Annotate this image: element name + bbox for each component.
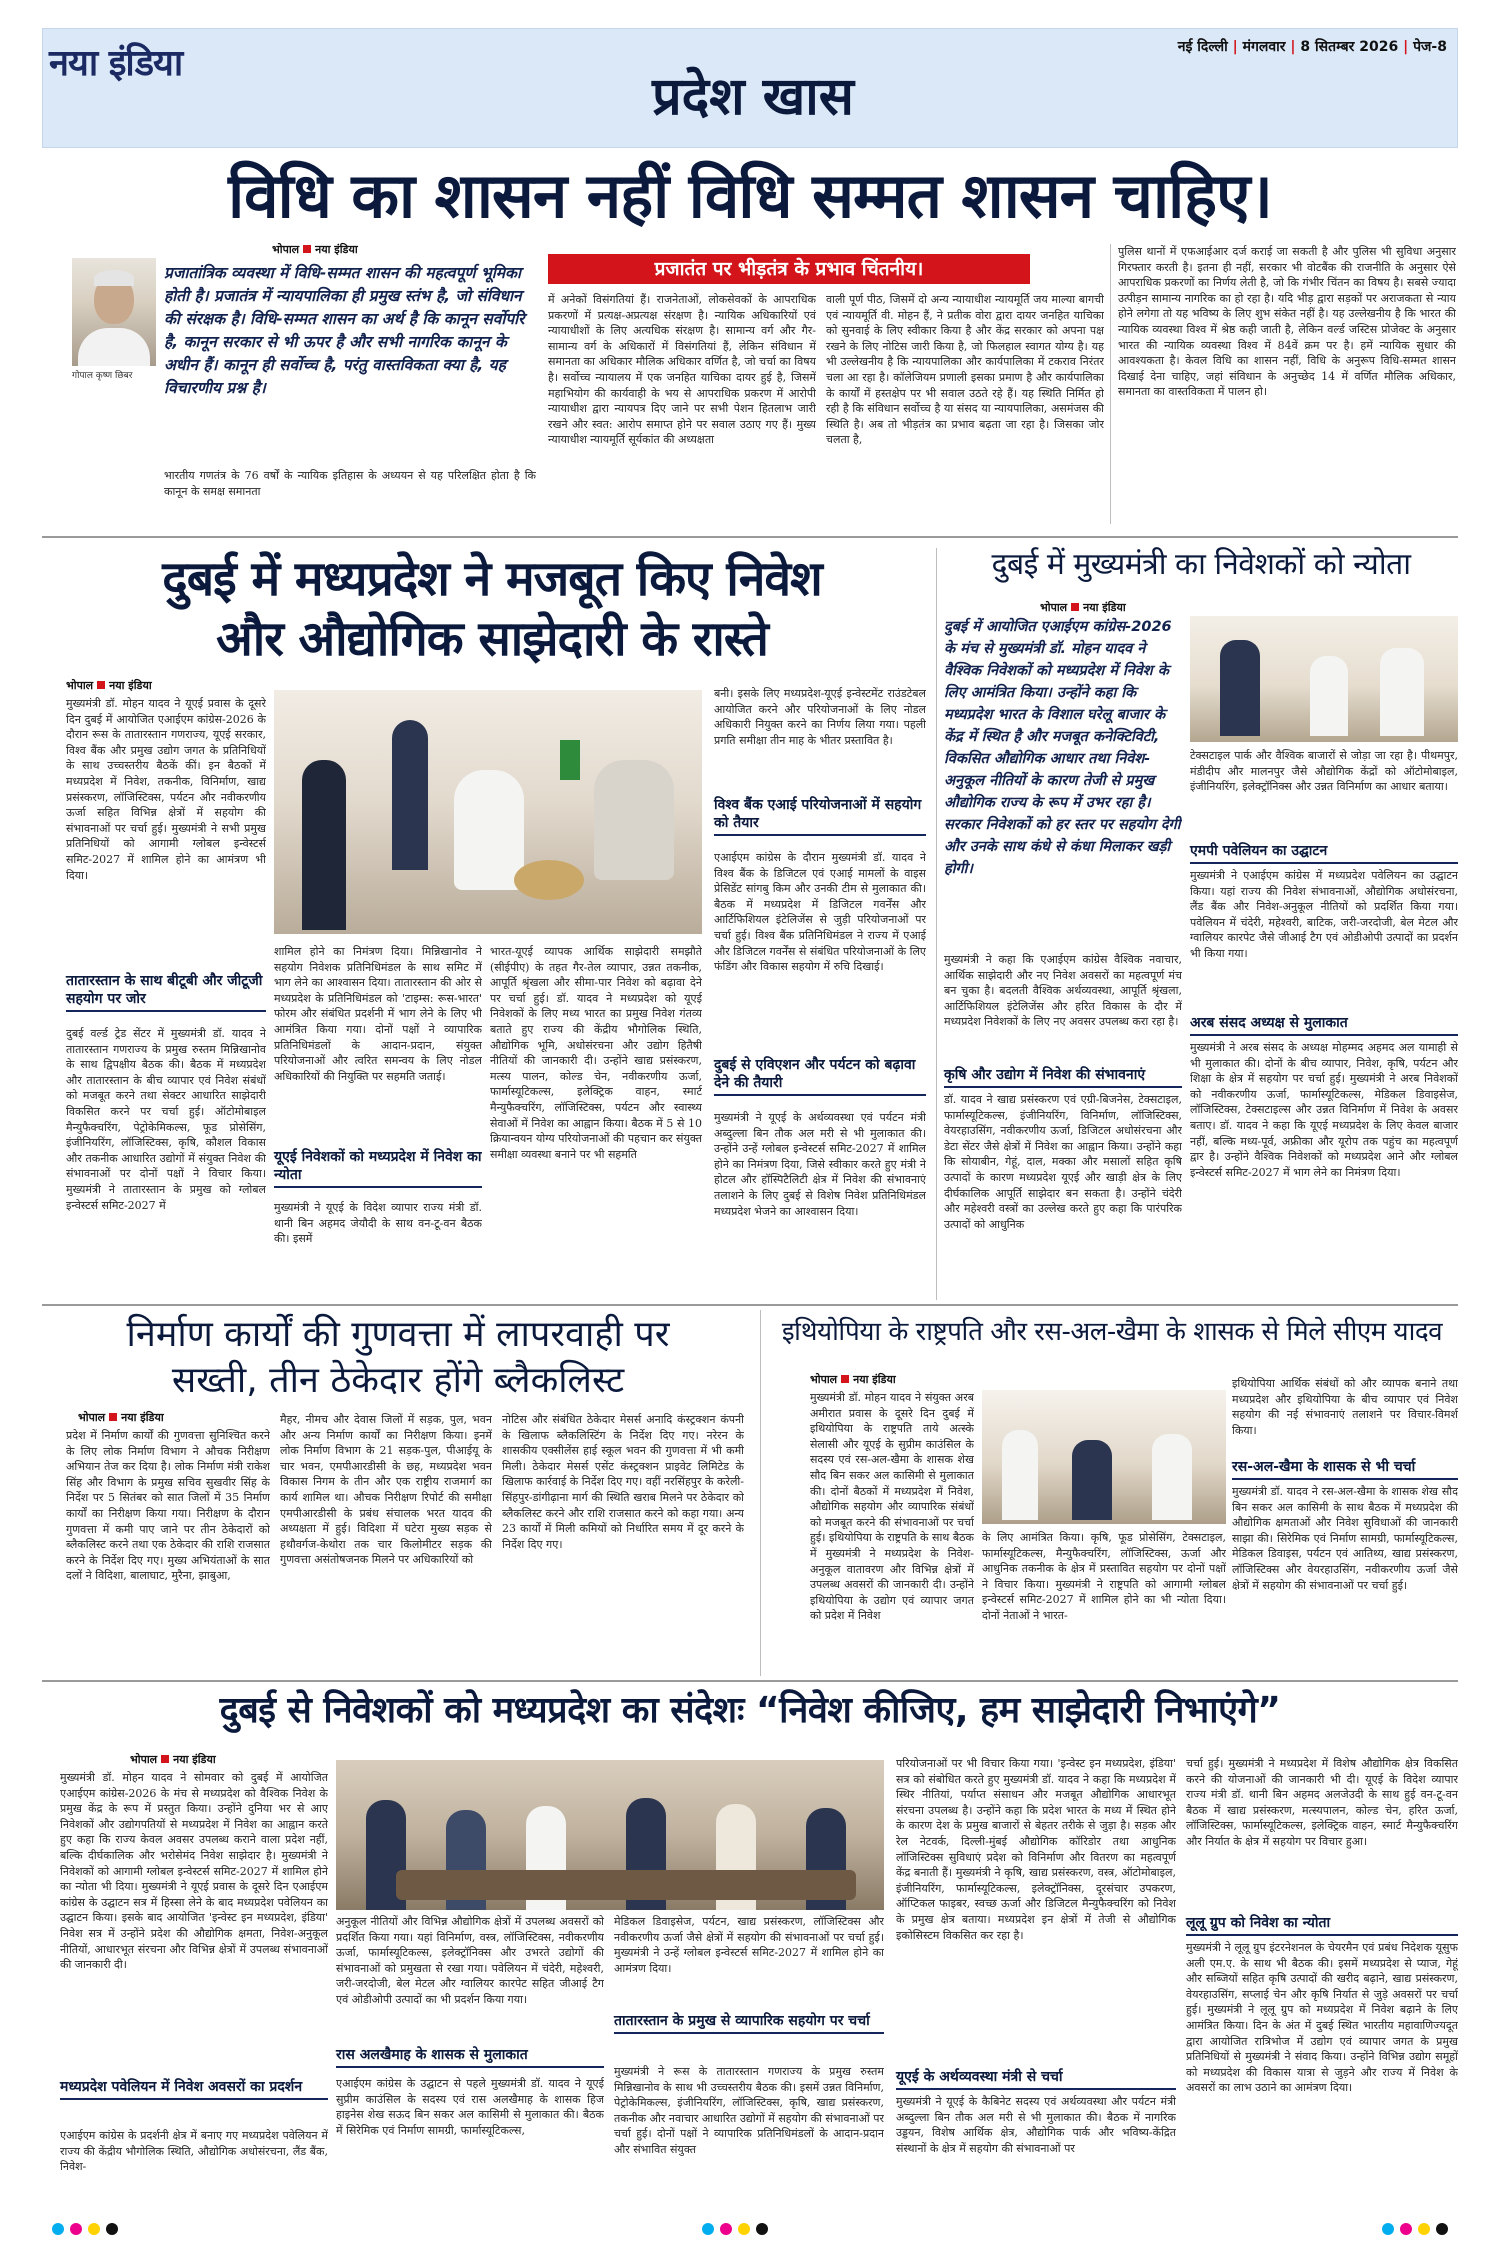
a3-col2c: मुख्यमंत्री ने अरब संसद के अध्यक्ष मोहम्मद अहमद अल यामाही से भी मुलाकात की। दोनों के बीच व्यापार, निवेश, कृषि, पर्यटन और शिक्षा के क्षेत्र में सहयोग पर चर्चा हुई। मुख्यमंत्री ने अरब निवेशकों को नवीकरणीय ऊर्जा, फार्मास्यूटिकल्स, मेडिकल डिवाइसेज, लॉजिस्टिक्स, टेक्सटाइल्स और उन्नत विनिर्माण में निवेश के अवसर बताए। डॉ. यादव ने कहा कि यूएई मध्यप्रदेश के लिए केवल बाजार नहीं, बल्कि मध्य-पूर्व, अफ्रीका और यूरोप तक पहुंच का महत्वपूर्ण द्वार है। उन्होंने वैश्विक निवेशकों को मध्यप्रदेश आने और ग्लोबल इन्वेस्टर्स समिट-2027 में भाग लेने का निमंत्रण दिया। [1190,1041,1458,1179]
a2-place: भोपाल [66,679,94,692]
a6-col1b: एआईएम कांग्रेस के प्रदर्शनी क्षेत्र में बनाए गए मध्यप्रदेश पवेलियन में राज्य की केंद्रीय भौगोलिक स्थिति, औद्योगिक अधोसंरचना, लैंड बैंक, निवेश- [60,2129,328,2174]
a1-place: भोपाल [272,243,300,256]
a6-col3: मेडिकल डिवाइसेज, पर्यटन, खाद्य प्रसंस्करण, लॉजिस्टिक्स और नवीकरणीय ऊर्जा जैसे क्षेत्रों में सहयोग की संभावनाओं पर चर्चा हुई। मुख्यमंत्री ने उन्हें ग्लोबल इन्वेस्टर्स समिट-2027 में शामिल होने का आमंत्रण दिया। [614,1915,884,1975]
print-registration-strip [42,2222,1458,2236]
a3-byline [1040,600,1126,615]
a5-headline: इथियोपिया के राष्ट्रपति और रस-अल-खैमा के शासक से मिले सीएम यादव [781,1317,1443,1347]
a6-agency: नया इंडिया [173,1753,216,1766]
a5-col1: मुख्यमंत्री डॉ. मोहन यादव ने संयुक्त अरब अमीरात प्रवास के दूसरे दिन दुबई में इथियोपिया के राष्ट्रपति ताये अत्स्के सेलासी और यूएई के सुप्रीम काउंसिल के सदस्य एवं रस-अल-खैमा के शासक शेख सौद बिन सकर अल कासिमी से मुलाकात की। दोनों बैठकों में मध्यप्रदेश में निवेश, औद्योगिक सहयोग और व्यापारिक संबंधों को मजबूत करने की संभावनाओं पर चर्चा हुई। इथियोपिया के राष्ट्रपति के साथ बैठक में मुख्यमंत्री ने मध्यप्रदेश के निवेश-अनुकूल वातावरण और विभिन्न क्षेत्रों में उपलब्ध अवसरों की जानकारी दी। उन्होंने इथियोपिया के उद्योग एवं व्यापार जगत को प्रदेश में निवेश [810,1391,974,1623]
a1-col2: में अनेकों विसंगतियां हैं। राजनेताओं, लोकसेवकों के आपराधिक प्रकरणों में प्रत्यक्ष-अप्रत्यक्ष संरक्षण है। न्यायिक अधिकारियों एवं न्यायाधीशों के लिए अत्यधिक संरक्षण है। सामान्य वर्ग और गैर-सामान्य वर्ग के अधिकारों में विसंगतियां हैं, लेकिन संविधान में समानता का अधिकार मौलिक अधिकार वर्णित है, जो चर्चा का विषय है। सर्वोच्च न्यायालय में एक जनहित याचिका दायर हुई है, जिसमें महाभियोग की कार्यवाही के भय से आपराधिक प्रकरण में आरोपी न्यायाधीश द्वारा न्यायपत्र दिए जाने पर सभी पेशन हितलाभ जारी रखने और स्वत: आरोप समाप्त होने पर सवाल उठाए गए हैं। मुख्य न्यायाधीश न्यायमूर्ति सूर्यकांत की अध्यक्षता [548,293,816,447]
a4-col2: मैहर, नीमच और देवास जिलों में सड़क, पुल, भवन और अन्य निर्माण कार्यों का निरीक्षण किया। इनमें लोक निर्माण विभाग के 21 सड़क-पुल, पीआईयू के चार भवन, एमपीआरडीसी के छह, मध्यप्रदेश भवन विकास निगम के तीन और एक राष्ट्रीय राजमार्ग का कार्य शामिल था। औचक निरीक्षण रिपोर्ट की समीक्षा एमपीआरडीसी के प्रबंध संचालक भरत यादव की अध्यक्षता में हुई। विदिशा में घटेरा मुख्य सड़क से हथौवर्गज-केथोरा तक चार किलोमीटर सड़क की गुणवत्ता असंतोषजनक मिलने पर अधिकारियों को [280,1413,492,1567]
registration-dot [88,2223,100,2235]
a4-byline [78,1410,164,1425]
a4-headline-line1: निर्माण कार्यों की गुणवत्ता में लापरवाही पर [126,1314,670,1355]
a3-agency: नया इंडिया [1083,601,1126,614]
a6-headline: दुबई से निवेशकों को मध्यप्रदेश का संदेशः “निवेश कीजिए, हम साझेदारी निभाएंगे” [219,1690,1281,1731]
a2-sub1: तातारस्तान के साथ बीटूबी और जीटूजी सहयोग पर जोर [66,972,266,1012]
registration-dot [1400,2223,1412,2235]
a6-col3b: मुख्यमंत्री ने रूस के तातारस्तान गणराज्य के प्रमुख रुस्तम मिन्निखानोव के साथ भी उच्चस्तरीय बैठक की। इसमें उन्नत विनिर्माण, पेट्रोकेमिकल्स, इंजीनियरिंग, लॉजिस्टिक्स, कृषि, खाद्य प्रसंस्करण, तकनीक और नवाचार आधारित उद्योगों में सहयोग की संभावनाओं पर चर्चा हुई। दोनों पक्षों ने व्यापारिक प्रतिनिधिमंडलों के आदान-प्रदान और संभावित संयुक्त [614,2065,884,2156]
registration-dot [70,2223,82,2235]
dateline-city: नई दिल्ली [1177,39,1228,55]
a6-sub5: लूलू ग्रुप को निवेश का न्योता [1186,1914,1458,1936]
a1-byline [272,242,358,257]
registration-dot [52,2223,64,2235]
registration-dot [106,2223,118,2235]
section-title: प्रदेश खास [652,67,854,127]
a6-sub3: तातारस्तान के प्रमुख से व्यापारिक सहयोग पर चर्चा [614,2012,884,2034]
a3-quote: दुबई में आयोजित एआईएम कांग्रेस-2026 के मंच से मुख्यमंत्री डॉ. मोहन यादव ने वैश्विक निवेशकों को मध्यप्रदेश में निवेश के लिए आमंत्रित किया। उन्होंने कहा कि मध्यप्रदेश भारत के विशाल घरेलू बाजार के केंद्र में स्थित है और मजबूत कनेक्टिविटी, विकसित औद्योगिक आधार तथा निवेश-अनुकूल नीतियों के कारण तेजी से प्रमुख औद्योगिक राज्य के रूप में उभर रहा है। सरकार निवेशकों को हर स्तर पर सहयोग देगी और उनके साथ कंधे से कंधा मिलाकर खड़ी होगी। [944,619,1181,877]
divider [42,1304,1458,1306]
a5-byline [810,1372,896,1387]
a1-strap: प्रजातंत पर भीड़तंत्र के प्रभाव चिंतनीय। [548,254,1030,284]
a3-sub2: एमपी पवेलियन का उद्घाटन [1190,842,1458,864]
a2-col4c: मुख्यमंत्री ने यूएई के अर्थव्यवस्था एवं पर्यटन मंत्री अब्दुल्ला बिन तौक अल मरी से भी मुलाकात की। उन्होंने उन्हें ग्लोबल इन्वेस्टर्स समिट-2027 में शामिल होने का निमंत्रण दिया, जिसे स्वीकार करते हुए मंत्री ने होटल और हॉस्पिटैलिटी क्षेत्र में निवेश की संभावनाएं तलाशने के लिए दुबई से विशेष निवेश प्रतिनिधिमंडल मध्यप्रदेश भेजने का आश्वासन दिया। [714,1111,926,1218]
a1-headline: विधि का शासन नहीं विधि सम्मत शासन चाहिए। [228,159,1272,232]
paper-logo: नया इंडिया [49,43,183,84]
a6-sub4: यूएई के अर्थव्यवस्था मंत्री से चर्चा [896,2068,1176,2090]
registration-dot [1436,2223,1448,2235]
a2-col1: मुख्यमंत्री डॉ. मोहन यादव ने यूएई प्रवास के दूसरे दिन दुबई में आयोजित एआईएम कांग्रेस-2026 के दौरान रूस के तातारस्तान गणराज्य, यूएई सरकार, विश्व बैंक और प्रमुख उद्योग जगत के प्रतिनिधियों के साथ उच्चस्तरीय बैठकें कीं। इन बैठकों में मध्यप्रदेश में निवेश, तकनीक, विनिर्माण, खाद्य प्रसंस्करण, लॉजिस्टिक्स, पर्यटन और नवीकरणीय ऊर्जा सहित विभिन्न क्षेत्रों में सहयोग की संभावनाओं पर चर्चा हुई। मुख्यमंत्री ने सभी प्रमुख प्रतिनिधियों को आगामी ग्लोबल इन्वेस्टर्स समिट-2027 में शामिल होने का आमंत्रण भी दिया। [66,697,266,882]
a2-col3: भारत-यूएई व्यापक आर्थिक साझेदारी समझौते (सीईपीए) के तहत गैर-तेल व्यापार, उन्नत तकनीक, आपूर्ति श्रृंखला और सीमा-पार निवेश को बढ़ावा देने पर चर्चा हुई। डॉ. यादव ने मध्यप्रदेश को यूएई निवेशकों के लिए मध्य भारत का प्रमुख निवेश गंतव्य बताते हुए राज्य की केंद्रीय भौगोलिक स्थिति, औद्योगिक भूमि, अधोसंरचना और उद्योग हितैषी नीतियों की जानकारी दी। उन्होंने खाद्य प्रसंस्करण, मत्स्य पालन, कोल्ड चेन, नवीकरणीय ऊर्जा, फार्मास्यूटिकल्स, इलेक्ट्रिक वाहन, स्मार्ट मैन्युफैक्चरिंग, लॉजिस्टिक्स, पर्यटन और स्वास्थ्य सेवाओं में निवेश का आह्वान किया। बैठक में 5 से 10 क्रियान्वयन योग्य परियोजनाओं की पहचान कर संयुक्त समीक्षा व्यवस्था बनाने पर भी सहमति [490,945,702,1161]
dateline-day: मंगलवार [1242,39,1286,55]
a3-photo-meeting [1190,616,1458,742]
a3-sub1: कृषि और उद्योग में निवेश की संभावनाएं [944,1066,1182,1088]
a1-col1: भारतीय गणतंत्र के 76 वर्षों के न्यायिक इतिहास के अध्ययन से यह परिलक्षित होता है कि कानून के समक्ष समानता [164,469,536,498]
a6-sub1: मध्यप्रदेश पवेलियन में निवेश अवसरों का प्रदर्शन [60,2078,328,2100]
a6-col5b: मुख्यमंत्री ने लूलू ग्रुप इंटरनेशनल के चेयरमैन एवं प्रबंध निदेशक यूसुफ अली एम.ए. के साथ भी बैठक की। इसमें मध्यप्रदेश से प्याज, गेहूं और सब्जियों सहित कृषि उत्पादों की खरीद बढ़ाने, खाद्य प्रसंस्करण, वेयरहाउसिंग, सप्लाई चेन और कृषि निर्यात से जुड़े अवसरों पर चर्चा हुई। मुख्यमंत्री ने लूलू ग्रुप को मध्यप्रदेश में निवेश बढ़ाने के लिए आमंत्रित किया। दिन के अंत में दुबई स्थित भारतीय महावाणिज्यदूत द्वारा आयोजित रात्रिभोज में उद्योग एवं व्यापार जगत के प्रमुख प्रतिनिधियों से मुख्यमंत्री ने संवाद किया। उन्होंने विभिन्न उद्योग समूहों को मध्यप्रदेश की विकास यात्रा से जुड़ने और राज्य में निवेश के अवसरों का लाभ उठाने का आमंत्रण दिया। [1186,1941,1458,2095]
a5-agency: नया इंडिया [853,1373,896,1386]
a2-sub4: दुबई से एविएशन और पर्यटन को बढ़ावा देने की तैयारी [714,1056,926,1096]
a1-photo-caption: गोपाल कृष्ण छिबर [72,371,133,381]
a2-col4b: एआईएम कांग्रेस के दौरान मुख्यमंत्री डॉ. यादव ने विश्व बैंक के डिजिटल एवं एआई मामलों के वाइस प्रेसिडेंट सांगबु किम और उनकी टीम से मुलाकात की। बैठक में मध्यप्रदेश में डिजिटल गवर्नेंस और आर्टिफिशियल इंटेलिजेंस से जुड़ी परियोजनाओं पर चर्चा हुई। विश्व बैंक प्रतिनिधिमंडल ने राज्य में एआई और डिजिटल गवर्नेंस से संबंधित परियोजनाओं के लिए फंडिंग और विकास सहयोग में रुचि दिखाई। [714,851,926,974]
a2-col4: बनी। इसके लिए मध्यप्रदेश-यूएई इन्वेस्टमेंट राउंडटेबल आयोजित करने और परियोजनाओं के लिए नोडल अधिकारी नियुक्त करने का निर्णय लिया गया। पहली प्रगति समीक्षा तीन माह के भीतर प्रस्तावित है। [714,687,926,747]
registration-dot [738,2223,750,2235]
a2-photo-meeting [274,690,702,934]
registration-dot [1418,2223,1430,2235]
a1-agency: नया इंडिया [315,243,358,256]
a4-agency: नया इंडिया [121,1411,164,1424]
registration-dot [1382,2223,1394,2235]
a2-agency: नया इंडिया [109,679,152,692]
a6-col4b: मुख्यमंत्री ने यूएई के कैबिनेट सदस्य एवं अर्थव्यवस्था और पर्यटन मंत्री अब्दुल्ला बिन तौक अल मरी से भी मुलाकात की। बैठक में नागरिक उड्डयन, विशेष आर्थिक क्षेत्र, औद्योगिक पार्क और भविष्य-केंद्रित संस्थानों के क्षेत्र में सहयोग की संभावनाओं पर [896,2095,1176,2155]
divider [42,536,1458,538]
registration-dot [720,2223,732,2235]
a2-col2b: मुख्यमंत्री ने यूएई के विदेश व्यापार राज्य मंत्री डॉ. थानी बिन अहमद जेयौदी के साथ वन-टू-वन बैठक की। इसमें [274,1201,482,1246]
dateline-date: 8 सितम्बर 2026 [1300,39,1399,55]
a4-place: भोपाल [78,1411,106,1424]
a5-photo-meeting [982,1390,1226,1524]
registration-dot [756,2223,768,2235]
masthead [42,28,1458,148]
a5-col2b: मुख्यमंत्री डॉ. यादव ने रस-अल-खैमा के शासक शेख सौद बिन सकर अल कासिमी के साथ बैठक में मध्यप्रदेश की औद्योगिक क्षमताओं और निवेश सुविधाओं की जानकारी साझा की। सिरेमिक एवं निर्माण सामग्री, फार्मास्यूटिकल्स, मेडिकल डिवाइस, पर्यटन एवं आतिथ्य, खाद्य प्रसंस्करण, लॉजिस्टिक्स और वेयरहाउसिंग, नवीकरणीय ऊर्जा जैसे क्षेत्रों में सहयोग की संभावनाओं पर चर्चा हुई। [1232,1485,1458,1592]
a3-col1b: डॉ. यादव ने खाद्य प्रसंस्करण एवं एग्री-बिजनेस, टेक्सटाइल, फार्मास्यूटिकल्स, इंजीनियरिंग, विनिर्माण, लॉजिस्टिक्स, वेयरहाउसिंग, नवीकरणीय ऊर्जा, डिजिटल अधोसंरचना और डेटा सेंटर जैसे क्षेत्रों में निवेश का आह्वान किया। उन्होंने कहा कि सोयाबीन, गेहूं, दाल, मक्का और मसालों सहित कृषि उत्पादों के कारण मध्यप्रदेश यूएई और खाड़ी क्षेत्र के लिए दीर्घकालिक आपूर्ति साझेदार बन सकता है। उन्होंने चंदेरी और महेश्वरी वस्त्रों का उल्लेख करते हुए कहा कि पारंपरिक उत्पादों को आधुनिक [944,1093,1182,1231]
divider [42,1680,1458,1682]
a6-col2b: एआईएम कांग्रेस के उद्घाटन से पहले मुख्यमंत्री डॉ. यादव ने यूएई सुप्रीम काउंसिल के सदस्य एवं रास अलखैमाह के शासक हिज हाइनेस शेख सऊद बिन सकर अल कासिमी से मुलाकात की। बैठक में सिरेमिक एवं निर्माण सामग्री, फार्मास्यूटिकल्स, [336,2077,604,2137]
a1-author-photo [72,258,156,366]
a6-byline [130,1752,216,1767]
dateline: नई दिल्ली | मंगलवार | 8 सितम्बर 2026 | पेज-8 [1177,39,1447,55]
a1-quote: प्रजातांत्रिक व्यवस्था में विधि-सम्मत शासन की महत्वपूर्ण भूमिका होती है। प्रजातंत्र में न्यायपालिका ही प्रमुख स्तंभ है, जो संविधान की संरक्षक है। विधि-सम्मत शासन का अर्थ है कि कानून सर्वोपरि है, कानून सरकार से भी ऊपर है और सभी नागरिक कानून के अधीन हैं। कानून ही सर्वोच्च है, परंतु वास्तविकता क्या है, यह विचारणीय प्रश्न है। [164,264,525,397]
a2-headline-line1: दुबई में मध्यप्रदेश ने मजबूत किए निवेश [162,551,822,607]
a5-place: भोपाल [810,1373,838,1386]
a3-col2: टेक्सटाइल पार्क और वैश्विक बाजारों से जोड़ा जा रहा है। पीथमपुर, मंडीदीप और मालनपुर जैसे औद्योगिक केंद्रों को ऑटोमोबाइल, इंजीनियरिंग, इलेक्ट्रॉनिक्स और उन्नत विनिर्माण का आधार बताया। [1190,749,1458,794]
a5-col1b: के लिए आमंत्रित किया। कृषि, फूड प्रोसेसिंग, टेक्सटाइल, फार्मास्यूटिकल्स, मैन्युफैक्चरिंग, लॉजिस्टिक्स, ऊर्जा और आधुनिक तकनीक के क्षेत्र में प्रस्तावित सहयोग पर दोनों पक्षों ने विचार किया। मुख्यमंत्री ने राष्ट्रपति को आगामी ग्लोबल इन्वेस्टर्स समिट-2027 में शामिल होने का भी न्योता दिया। दोनों नेताओं ने भारत- [982,1531,1226,1622]
a4-headline-line2: सख्ती, तीन ठेकेदार होंगे ब्लैकलिस्ट [171,1360,625,1401]
a6-sub2: रास अलखैमाह के शासक से मुलाकात [336,2046,604,2068]
a2-headline-line2: और औद्योगिक साझेदारी के रास्ते [216,611,768,667]
a3-col2b: मुख्यमंत्री ने एआईएम कांग्रेस में मध्यप्रदेश पवेलियन का उद्घाटन किया। यहां राज्य की निवेश संभावनाओं, औद्योगिक अधोसंरचना, लैंड बैंक और निवेश-अनुकूल नीतियों को प्रदर्शित किया गया। पवेलियन में चंदेरी, महेश्वरी, बाटिक, जरी-जरदोजी, बेल मेटल और ग्वालियर कारपेट जैसे जीआई टैग एवं ओडीओपी उत्पादों का प्रदर्शन भी किया गया। [1190,869,1458,960]
a3-place: भोपाल [1040,601,1068,614]
a2-col2: शामिल होने का निमंत्रण दिया। मिन्निखानोव ने सहयोग निवेशक प्रतिनिधिमंडल के साथ समिट में भाग लेने का आश्वासन दिया। तातारस्तान की ओर से मध्यप्रदेश के प्रतिनिधिमंडल को 'टाइम्स: रूस-भारत' फोरम और संबंधित प्रदर्शनी में भाग लेने के लिए भी आमंत्रित किया गया। दोनों पक्षों ने व्यापारिक प्रतिनिधिमंडलों के आदान-प्रदान, संयुक्त परियोजनाओं और त्वरित समन्वय के लिए नोडल अधिकारियों की नियुक्ति पर सहमति जताई। [274,945,482,1083]
a4-col1: प्रदेश में निर्माण कार्यों की गुणवत्ता सुनिश्चित करने के लिए लोक निर्माण विभाग ने औचक निरीक्षण अभियान तेज कर दिया है। लोक निर्माण मंत्री राकेश सिंह और विभाग के प्रमुख सचिव सुखवीर सिंह के निर्देश पर 5 सितंबर को सात जिलों में 35 निर्माण कार्यों का निरीक्षण किया गया। निरीक्षण के दौरान गुणवत्ता में कमी पाए जाने पर तीन ठेकेदारों को ब्लैकलिस्ट करने तथा एक ठेकेदार की राशि राजसात करने के निर्देश दिए गए। मुख्य अभियंताओं के सात दलों ने विदिशा, बालाघाट, मुरैना, झाबुआ, [66,1429,270,1583]
a2-sub3: विश्व बैंक एआई परियोजनाओं में सहयोग को तैयार [714,796,926,836]
a6-col5: चर्चा हुई। मुख्यमंत्री ने मध्यप्रदेश में विशेष औद्योगिक क्षेत्र विकसित करने की योजनाओं की जानकारी भी दी। यूएई के विदेश व्यापार राज्य मंत्री डॉ. थानी बिन अहमद अलजेउदी के साथ हुई वन-टू-वन बैठक में खाद्य प्रसंस्करण, मत्स्यपालन, कोल्ड चेन, हरित ऊर्जा, लॉजिस्टिक्स, फार्मास्यूटिकल्स, इलेक्ट्रिक वाहन, स्मार्ट मैन्युफैक्चरिंग और निर्यात के क्षेत्र में सहयोग पर विचार हुआ। [1186,1757,1458,1848]
a6-col4: परियोजनाओं पर भी विचार किया गया। 'इन्वेस्ट इन मध्यप्रदेश, इंडिया' सत्र को संबोधित करते हुए मुख्यमंत्री डॉ. यादव ने कहा कि मध्यप्रदेश में स्थिर नीतियां, पर्याप्त संसाधन और मजबूत औद्योगिक आधारभूत संरचना उपलब्ध है। उन्होंने कहा कि प्रदेश भारत के मध्य में स्थित होने के कारण देश के प्रमुख बाजारों से बेहतर तरीके से जुड़ा है। सड़क और रेल नेटवर्क, दिल्ली-मुंबई औद्योगिक कॉरिडोर तथा आधुनिक लॉजिस्टिक्स सुविधाएं प्रदेश को विनिर्माण और वितरण का महत्वपूर्ण केंद्र बनाती हैं। मुख्यमंत्री ने कृषि, खाद्य प्रसंस्करण, वस्त्र, ऑटोमोबाइल, इंजीनियरिंग, फार्मास्यूटिकल्स, इलेक्ट्रॉनिक्स, दूरसंचार उपकरण, ऑप्टिकल फाइबर, स्वच्छ ऊर्जा और डिजिटल मैन्युफैक्चरिंग को निवेश के प्रमुख क्षेत्र बताया। मध्यप्रदेश इन क्षेत्रों में तेजी से औद्योगिक इकोसिस्टम विकसित कर रहा है। [896,1757,1176,1942]
a2-byline [66,678,152,693]
a6-col1: मुख्यमंत्री डॉ. मोहन यादव ने सोमवार को दुबई में आयोजित एआईएम कांग्रेस-2026 के मंच से मध्यप्रदेश को वैश्विक निवेश के प्रमुख केंद्र के रूप में प्रस्तुत किया। उन्होंने दुनिया भर से आए निवेशकों और उद्योगपतियों से मध्यप्रदेश में निवेश का आह्वान करते हुए कहा कि राज्य केवल अवसर उपलब्ध कराने वाला प्रदेश नहीं, बल्कि दीर्घकालिक और भरोसेमंद निवेश साझेदार है। मुख्यमंत्री ने निवेशकों को आगामी ग्लोबल इन्वेस्टर्स समिट-2027 में शामिल होने का न्योता भी दिया। मुख्यमंत्री ने यूएई प्रवास के दूसरे दिन एआईएम कांग्रेस के उद्घाटन सत्र में हिस्सा लेने के बाद मध्यप्रदेश पवेलियन का उद्घाटन किया। इसके बाद आयोजित 'इन्वेस्ट इन मध्यप्रदेश, इंडिया' निवेश सत्र में उन्होंने प्रदेश की औद्योगिक क्षमता, निवेश-अनुकूल नीतियों, आधारभूत संरचना और विभिन्न क्षेत्रों में उपलब्ध संभावनाओं की जानकारी दी। [60,1771,328,1972]
a2-sub2: यूएई निवेशकों को मध्यप्रदेश में निवेश का न्योता [274,1148,482,1188]
a3-sub3: अरब संसद अध्यक्ष से मुलाकात [1190,1014,1458,1036]
dateline-page: पेज-8 [1413,39,1447,55]
a6-col2: अनुकूल नीतियों और विभिन्न औद्योगिक क्षेत्रों में उपलब्ध अवसरों को प्रदर्शित किया गया। यहां विनिर्माण, वस्त्र, लॉजिस्टिक्स, नवीकरणीय ऊर्जा, फार्मास्यूटिकल्स, इलेक्ट्रॉनिक्स और उभरते उद्योगों की संभावनाओं को प्रमुखता से रखा गया। पवेलियन में चंदेरी, महेश्वरी, जरी-जरदोजी, बेल मेटल और ग्वालियर कारपेट सहित जीआई टैग एवं ओडीओपी उत्पादों का भी प्रदर्शन किया गया। [336,1915,604,2006]
a5-sub1: रस-अल-खैमा के शासक से भी चर्चा [1232,1458,1458,1480]
a5-col2: इथियोपिया आर्थिक संबंधों को और व्यापक बनाने तथा मध्यप्रदेश और इथियोपिया के बीच व्यापार एवं निवेश सहयोग की नई संभावनाएं तलाशने पर विचार-विमर्श किया। [1232,1377,1458,1437]
a2-col1b: दुबई वर्ल्ड ट्रेड सेंटर में मुख्यमंत्री डॉ. यादव ने तातारस्तान गणराज्य के प्रमुख रुस्तम मिन्निखानोव के साथ द्विपक्षीय बैठक की। बैठक में मध्यप्रदेश और तातारस्तान के बीच व्यापार एवं निवेश संबंधों को मजबूत करने तथा सेक्टर आधारित साझेदारी विकसित करने पर चर्चा हुई। ऑटोमोबाइल मैन्युफैक्चरिंग, पेट्रोकेमिकल्स, फूड प्रोसेसिंग, इंजीनियरिंग, लॉजिस्टिक्स, कृषि, कौशल विकास और तकनीक आधारित उद्योगों में संयुक्त निवेश की संभावनाओं पर दोनों पक्षों ने विचार किया। मुख्यमंत्री ने तातारस्तान के प्रमुख को ग्लोबल इन्वेस्टर्स समिट-2027 में [66,1027,266,1212]
a3-headline: दुबई में मुख्यमंत्री का निवेशकों को न्योता [991,547,1411,582]
a6-place: भोपाल [130,1753,158,1766]
a4-col3: नोटिस और संबंधित ठेकेदार मेसर्स अनादि कंस्ट्रक्शन कंपनी के खिलाफ ब्लैकलिस्टिंग के निर्देश दिए गए। नरेरन के शासकीय एक्सीलेंस हाई स्कूल भवन की गुणवत्ता में भी कमी मिली। ठेकेदार मेसर्स एसेंट कंस्ट्रक्शन प्राइवेट लिमिटेड के खिलाफ कार्रवाई के निर्देश दिए गए। वहीं नरसिंहपुर के करेली-सिंहपुर-डांगीढ़ाना मार्ग की स्थिति खराब मिलने पर ठेकेदार को ब्लैकलिस्ट करने और राशि राजसात करने को कहा गया। अन्य 23 कार्यों में मिली कमियों को निर्धारित समय में दूर करने के निर्देश दिए गए। [502,1413,744,1551]
a1-col4: पुलिस थानों में एफआईआर दर्ज कराई जा सकती है और पुलिस भी सुविधा अनुसार गिरफ्तार करती है। इतना ही नहीं, सरकार भी वोटबैंक की राजनीति के अनुसार ऐसे आपराधिक प्रकरणों का निर्णय लेती है, जो कि गंभीर चिंतन का विषय है। सबसे ज्यादा उत्पीड़न सामान्य नागरिक का हो रहा है। यदि भीड़ द्वारा सड़कों पर अराजकता से न्याय होने लगेगा तो यह भविष्य के लिए शुभ संकेत नहीं है। यह उल्लेखनीय है कि भारत की न्यायिक व्यवस्था विश्व में श्रेष्ठ कही जाती है, लेकिन वर्ल्ड जस्टिस प्रोजेक्ट के अनुसार भारत की न्यायिक व्यवस्था विश्व में 84वें क्रम पर है। हमें न्यायिक सुधार की आवश्यकता है। केवल विधि का शासन नहीं, विधि के अनुरूप विधि-सम्मत शासन दिखाई देना चाहिए, जहां संविधान के अनुच्छेद 14 में वर्णित मौलिक अधिकार, समानता का वास्तविकता में पालन हो। [1118,245,1456,399]
a3-col1: मुख्यमंत्री ने कहा कि एआईएम कांग्रेस वैश्विक नवाचार, आर्थिक साझेदारी और नए निवेश अवसरों का महत्वपूर्ण मंच बन चुका है। बदलती वैश्विक अर्थव्यवस्था, आपूर्ति श्रृंखला, आर्टिफिशियल इंटेलिजेंस और हरित विकास के दौर में मध्यप्रदेश निवेशकों के लिए नए अवसर उपलब्ध करा रहा है। [944,953,1182,1029]
registration-dot [702,2223,714,2235]
a6-photo-meeting [336,1760,884,1910]
a1-col3: वाली पूर्ण पीठ, जिसमें दो अन्य न्यायाधीश न्यायमूर्ति जय माल्या बागची एवं न्यायमूर्ति वी. मोहन हैं, ने प्रतीक वोरा द्वारा दायर जनहित याचिका को सुनवाई के लिए स्वीकार किया है और केंद्र सरकार को अपना पक्ष रखने के लिए नोटिस जारी किया है, जो फिलहाल स्वागत योग्य है। यह भी उल्लेखनीय है कि न्यायपालिका और कार्यपालिका में टकराव निरंतर चला आ रहा है। कॉलेजियम प्रणाली इसका प्रमाण है और कार्यपालिका के कार्यों में हस्तक्षेप पर भी सवाल उठते रहे हैं। यह स्थिति निर्मित हो रही है कि संविधान सर्वोच्च है या संसद या न्यायपालिका, असमंजस की स्थिति है। अब तो भीड़तंत्र का प्रभाव बढ़ता जा रहा है। जिसका जोर चलता है, [826,293,1104,447]
